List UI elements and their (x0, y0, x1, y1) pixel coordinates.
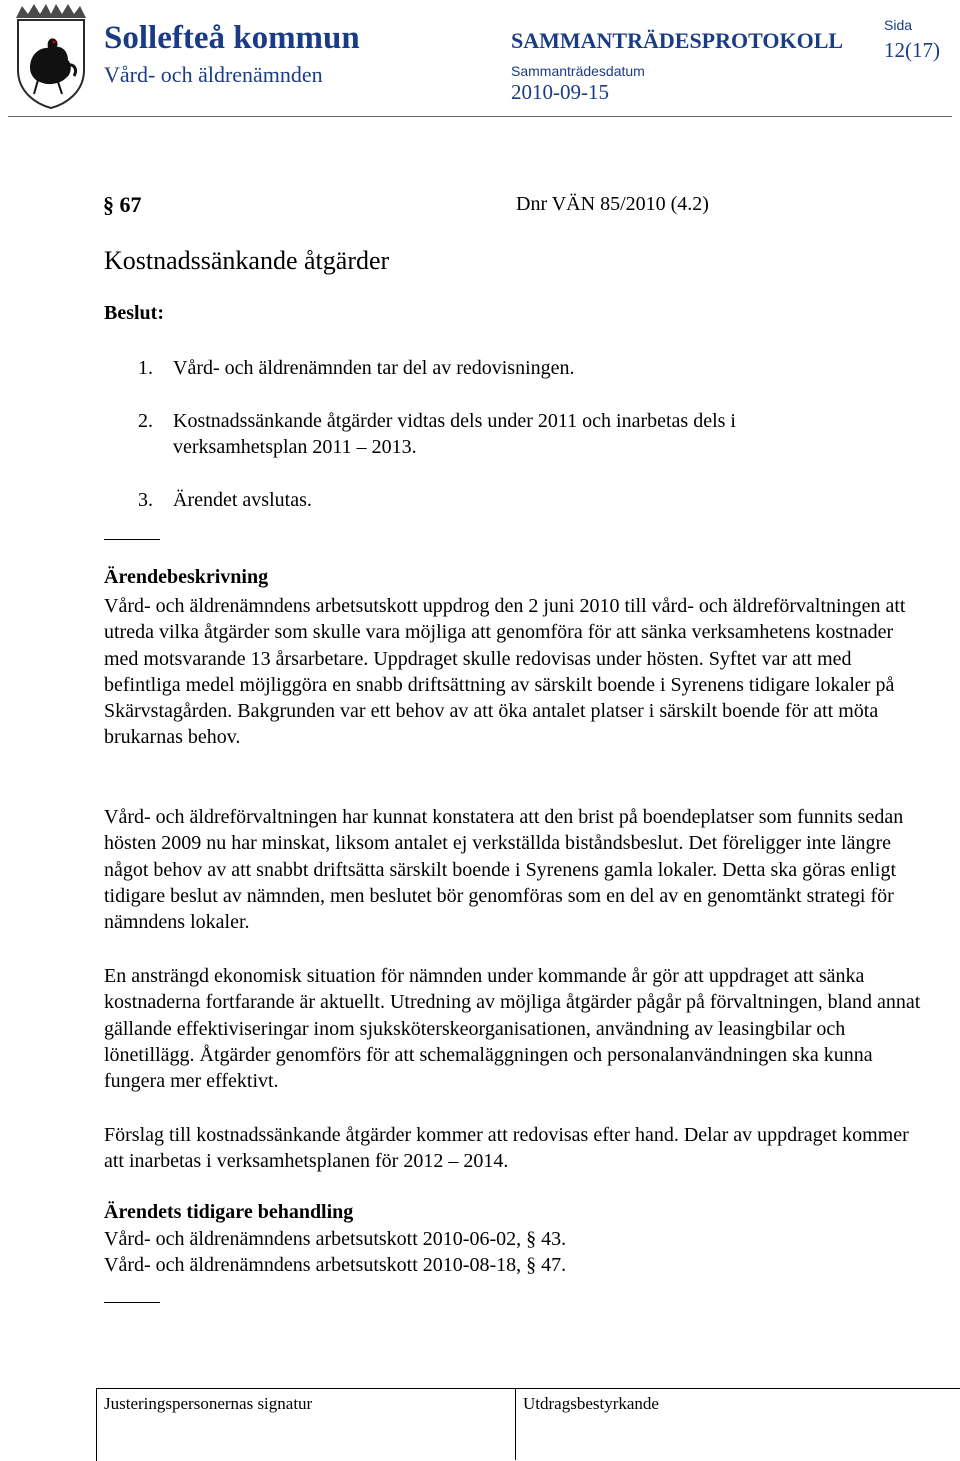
page-label: Sida (884, 17, 913, 33)
decision-number: 2. (138, 410, 153, 432)
document-title: SAMMANTRÄDESPROTOKOLL (511, 28, 844, 53)
signature-box-divider (515, 1388, 516, 1460)
paragraph-number: § 67 (103, 192, 142, 217)
history-item: Vård- och äldrenämndens arbetsutskott 2010-06-02, § 43. (104, 1228, 567, 1250)
decision-text: Vård- och äldrenämnden tar del av redovisningen. (173, 357, 575, 379)
decision-text: Kostnadssänkande åtgärder vidtas dels under 2011 och inarbetas dels i verksamhetsplan 2011 – 2013. (173, 410, 736, 458)
description-paragraph: Vård- och äldreförvaltningen har kunnat konstatera att den brist på boendeplatser som funnits sedan hösten 2009 nu har minskat, liksom antalet ej verkställda biståndsbeslut. Det föreligger inte längre något behov av att snabbt driftsätta särskilt boende i Syrenens gamla lokaler. Detta ska göras enligt tidigare beslut av nämnden, men beslutet bör genomföras som en del av en genomtänkt strategi för nämndens lokaler. (104, 806, 904, 934)
section-divider (104, 1302, 160, 1303)
header-divider (8, 116, 952, 117)
description-paragraph: En ansträngd ekonomisk situation för nämnden under kommande år gör att uppdraget att sänka kostnaderna fortfarande är aktuellt. Utredning av möjliga åtgärder pågår på förvaltningen, bland annat gällande effektiviseringar inom sjuksköterskeorganisationen, användning av leasingbilar och lönetillägg. Åtgärder genomförs för att schemaläggningen och personalanvändningen ska kunna fungera mer effektivt. (104, 965, 921, 1093)
section-title: Kostnadssänkande åtgärder (104, 246, 390, 275)
history-item: Vård- och äldrenämndens arbetsutskott 2010-08-18, § 47. (104, 1254, 567, 1276)
diary-number: Dnr VÄN 85/2010 (4.2) (516, 193, 709, 215)
decision-text: Ärendet avslutas. (173, 489, 312, 511)
description-heading: Ärendebeskrivning (104, 566, 269, 588)
meeting-date-label: Sammanträdesdatum (511, 63, 645, 79)
decision-number: 1. (138, 357, 153, 379)
municipal-coat-of-arms-icon (14, 4, 88, 110)
signature-label: Justeringspersonernas signatur (104, 1394, 313, 1413)
description-paragraph: Vård- och äldrenämndens arbetsutskott uppdrog den 2 juni 2010 till vård- och äldreförvaltningen att utreda vilka åtgärder som skulle vara möjliga att genomföra för att sänka verksamhetens kostnader med motsvarande 13 årsarbetare. Uppdraget skulle redovisas under hösten. Syftet var att med befintliga medel möjliggöra en snabb driftsättning av särskilt boende i Syrenens tidigare lokaler på Skärvstagården. Bakgrunden var ett behov av att öka antalet platser i särskilt boende för att möta brukarnas behov. (104, 595, 906, 749)
page-number: 12(17) (884, 38, 940, 62)
description-paragraph: Förslag till kostnadssänkande åtgärder kommer att redovisas efter hand. Delar av uppdraget kommer att inarbetas i verksamhetsplanen för 2012 – 2014. (104, 1124, 909, 1173)
decision-label: Beslut: (104, 302, 164, 324)
certified-copy-label: Utdragsbestyrkande (523, 1394, 659, 1413)
decision-number: 3. (138, 489, 153, 511)
organization-name: Sollefteå kommun (104, 20, 360, 56)
committee-name: Vård- och äldrenämnden (104, 62, 323, 87)
history-heading: Ärendets tidigare behandling (104, 1201, 354, 1223)
section-divider (104, 539, 160, 540)
meeting-date: 2010-09-15 (511, 80, 609, 104)
